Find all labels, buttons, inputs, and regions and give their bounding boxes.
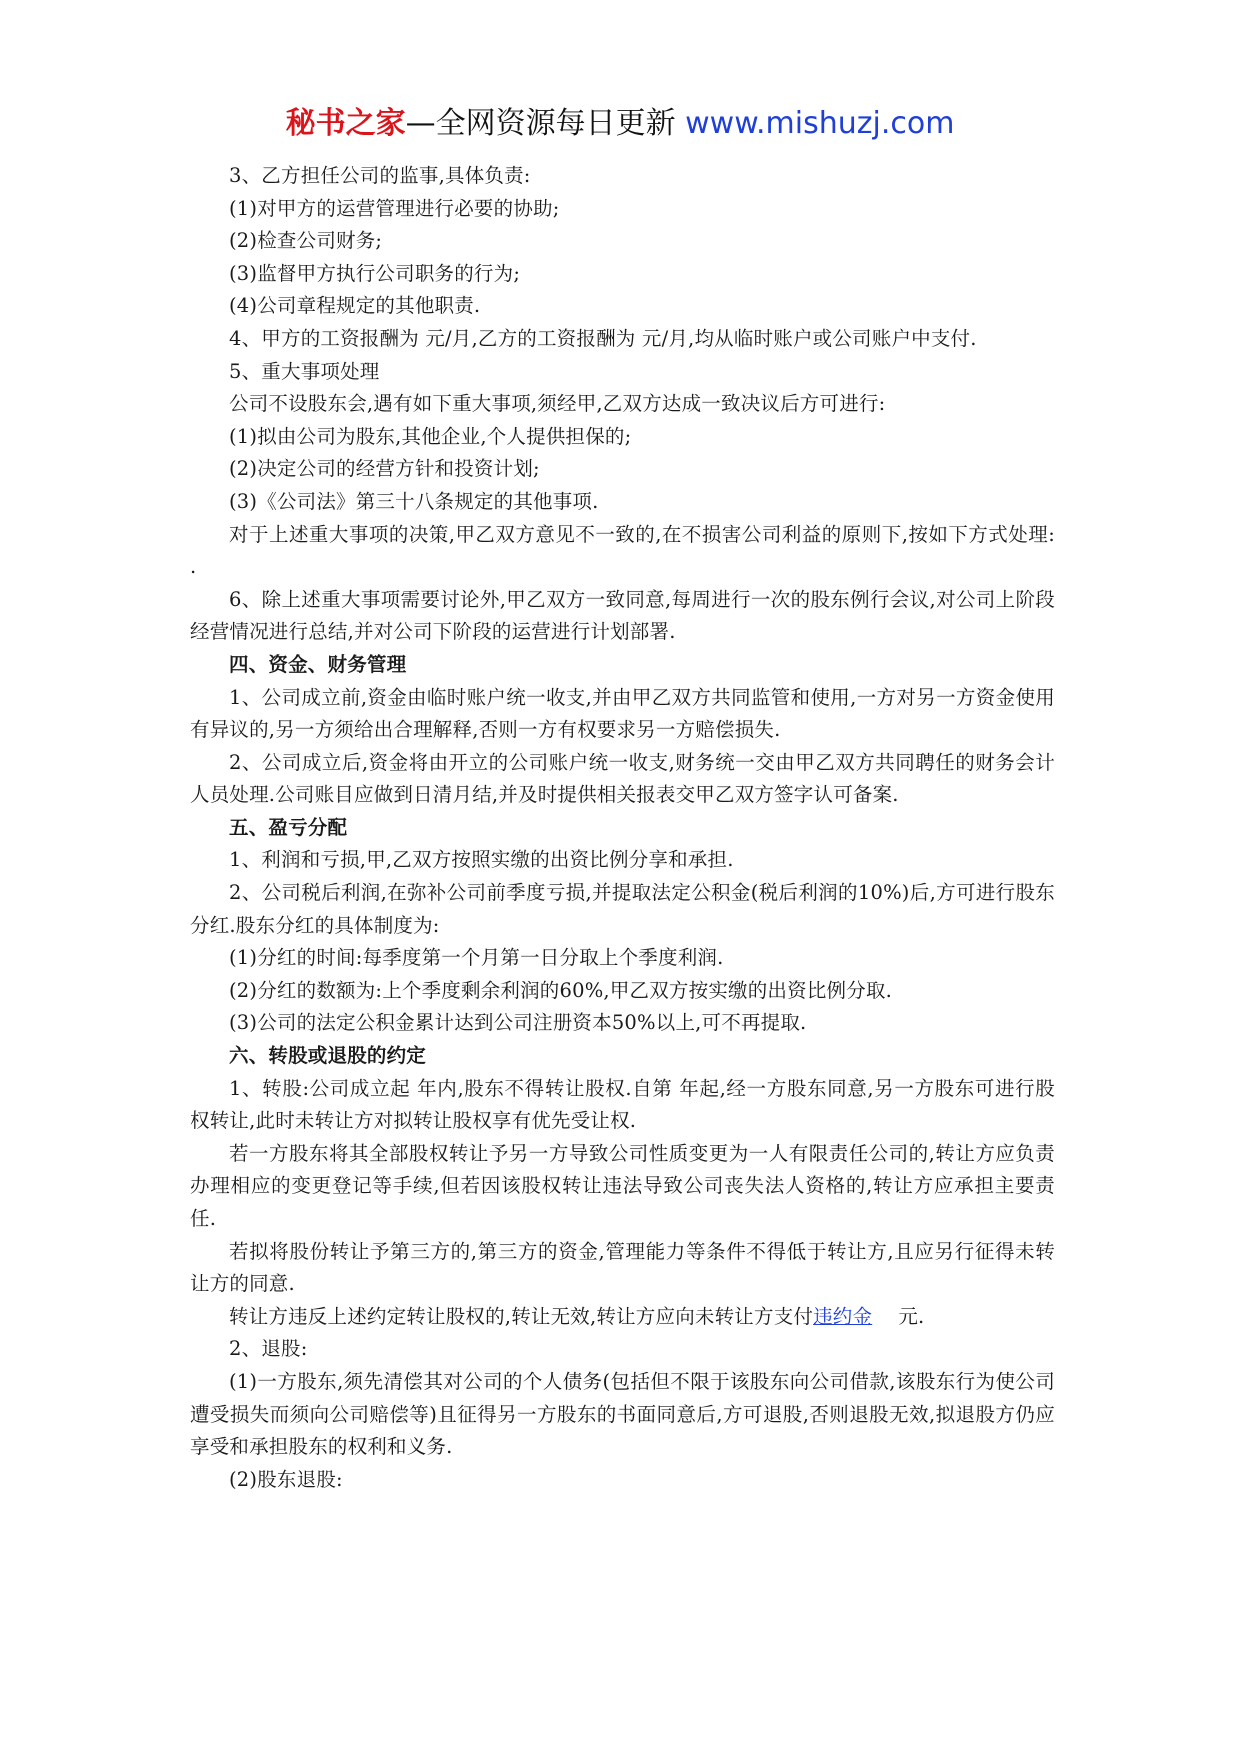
section-heading-finance: 四、资金、财务管理: [229, 652, 407, 676]
paragraph-penalty: [190, 1301, 1055, 1334]
list-item: (2)股东退股:: [229, 1467, 343, 1491]
penalty-text-before: 转让方违反上述约定转让股权的,转让无效,转让方应向未转让方支付: [229, 1304, 814, 1328]
list-item: (3)公司的法定公积金累计达到公司注册资本50%以上,可不再提取.: [229, 1011, 807, 1035]
paragraph: 2、公司税后利润,在弥补公司前季度亏损,并提取法定公积金(税后利润的10%)后,方可进行股东分红.股东分红的具体制度为:: [190, 881, 1055, 937]
site-url-link[interactable]: www.mishuzj.com: [685, 106, 955, 141]
paragraph: 1、公司成立前,资金由临时账户统一收支,并由甲乙双方共同监管和使用,一方对另一方资金使用有异议的,另一方须给出合理解释,否则一方有权要求另一方赔偿损失.: [190, 685, 1055, 742]
paragraph: 对于上述重大事项的决策,甲乙双方意见不一致的,在不损害公司利益的原则下,按如下方式处理: .: [190, 522, 1055, 579]
list-item: (2)检查公司财务;: [229, 229, 383, 253]
list-item: (3)监督甲方执行公司职务的行为;: [229, 261, 521, 285]
section-heading-share-transfer: 六、转股或退股的约定: [229, 1044, 427, 1068]
site-tagline: —全网资源每日更新: [405, 106, 676, 141]
paragraph: 公司不设股东会,遇有如下重大事项,须经甲,乙双方达成一致决议后方可进行:: [229, 392, 886, 416]
paragraph-major-matters: 5、重大事项处理: [229, 359, 380, 383]
paragraph-salary: 4、甲方的工资报酬为 元/月,乙方的工资报酬为 元/月,均从临时账户或公司账户中支付.: [229, 326, 977, 350]
paragraph: 若拟将股份转让予第三方的,第三方的资金,管理能力等条件不得低于转让方,且应另行征得未转让方的同意.: [190, 1239, 1055, 1296]
penalty-text-after: 元.: [872, 1304, 925, 1328]
list-item: (4)公司章程规定的其他职责.: [229, 294, 481, 318]
paragraph-withdrawal: 2、退股:: [229, 1337, 308, 1361]
site-brand: 秘书之家: [285, 106, 406, 141]
list-item: (2)分红的数额为:上个季度剩余利润的60%,甲乙双方按实缴的出资比例分取.: [229, 978, 893, 1002]
paragraph: 若一方股东将其全部股权转让予另一方导致公司性质变更为一人有限责任公司的,转让方应负责办理相应的变更登记等手续,但若因该股权转让违法导致公司丧失法人资格的,转让方应承担主要责任.: [190, 1141, 1055, 1230]
paragraph-weekly-meeting: 6、除上述重大事项需要讨论外,甲乙双方一致同意,每周进行一次的股东例行会议,对公司上阶段经营情况进行总结,并对公司下阶段的运营进行计划部署.: [190, 587, 1055, 644]
paragraph: 1、转股:公司成立起 年内,股东不得转让股权.自第 年起,经一方股东同意,另一方股东可进行股权转让,此时未转让方对拟转让股权享有优先受让权.: [190, 1076, 1055, 1133]
list-item: (3)《公司法》第三十八条规定的其他事项.: [229, 489, 599, 513]
list-item: (1)对甲方的运营管理进行必要的协助;: [229, 196, 560, 220]
site-header: [0, 102, 1240, 146]
document-body: [190, 160, 1055, 1496]
penalty-link[interactable]: 违约金: [813, 1304, 873, 1328]
list-item: (1)分红的时间:每季度第一个月第一日分取上个季度利润.: [229, 946, 724, 970]
paragraph: 2、公司成立后,资金将由开立的公司账户统一收支,财务统一交由甲乙双方共同聘任的财务会计人员处理.公司账目应做到日清月结,并及时提供相关报表交甲乙双方签字认可备案.: [190, 750, 1055, 807]
list-item: (1)一方股东,须先清偿其对公司的个人债务(包括但不限于该股东向公司借款,该股东行为使公司遭受损失而须向公司赔偿等)且征得另一方股东的书面同意后,方可退股,否则退股无效,拟退股方仍应享受和承担股东的权利和义务.: [190, 1369, 1055, 1459]
paragraph-supervisor-duties: 3、乙方担任公司的监事,具体负责:: [229, 164, 531, 187]
paragraph: 1、利润和亏损,甲,乙双方按照实缴的出资比例分享和承担.: [229, 848, 734, 872]
list-item: (1)拟由公司为股东,其他企业,个人提供担保的;: [229, 424, 632, 448]
section-heading-profit-loss: 五、盈亏分配: [229, 815, 348, 839]
list-item: (2)决定公司的经营方针和投资计划;: [229, 457, 540, 481]
